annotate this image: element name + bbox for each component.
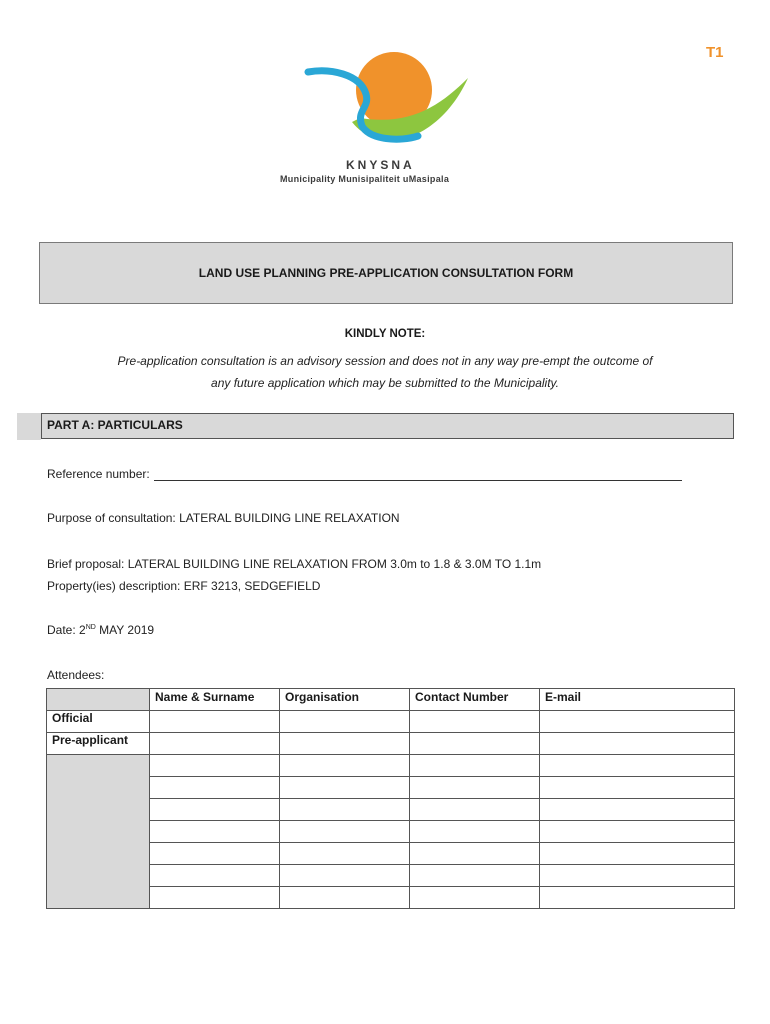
table-cell[interactable] — [150, 777, 280, 799]
blank-label-cell — [47, 755, 150, 909]
table-cell[interactable] — [150, 821, 280, 843]
consultation-date — [47, 623, 154, 637]
note-line-1: Pre-application consultation is an advisory session and does not in any way pre-empt the outcome of — [117, 354, 653, 368]
column-organisation: Organisation — [280, 689, 410, 711]
date-suffix: MAY 2019 — [95, 623, 155, 637]
table-cell[interactable] — [150, 711, 280, 733]
table-cell[interactable] — [540, 777, 735, 799]
table-cell[interactable] — [410, 777, 540, 799]
section-marker — [17, 413, 41, 440]
table-cell[interactable] — [540, 755, 735, 777]
column-contact-number: Contact Number — [410, 689, 540, 711]
form-code: T1 — [706, 44, 724, 61]
table-cell[interactable] — [410, 711, 540, 733]
table-cell[interactable] — [540, 799, 735, 821]
table-header-blank — [47, 689, 150, 711]
form-title-box — [39, 242, 733, 304]
table-row — [47, 799, 735, 821]
reference-number-field[interactable] — [154, 468, 682, 481]
property-description: Property(ies) description: ERF 3213, SEDGEFIELD — [47, 579, 321, 593]
table-row — [47, 887, 735, 909]
table-cell[interactable] — [150, 865, 280, 887]
table-cell[interactable] — [280, 711, 410, 733]
table-cell[interactable] — [410, 843, 540, 865]
table-row — [47, 755, 735, 777]
table-row — [47, 843, 735, 865]
table-row-pre-applicant — [47, 733, 735, 755]
table-cell[interactable] — [280, 733, 410, 755]
note-line-2: any future application which may be submitted to the Municipality. — [211, 376, 559, 390]
table-cell[interactable] — [280, 887, 410, 909]
table-cell[interactable] — [540, 733, 735, 755]
table-cell[interactable] — [150, 799, 280, 821]
purpose-of-consultation: Purpose of consultation: LATERAL BUILDING LINE RELAXATION — [47, 511, 400, 525]
table-row-official — [47, 711, 735, 733]
kindly-note-heading: KINDLY NOTE: — [344, 328, 426, 340]
table-cell[interactable] — [150, 755, 280, 777]
date-prefix: Date: 2 — [47, 623, 86, 637]
table-row — [47, 865, 735, 887]
row-label-pre-applicant: Pre-applicant — [47, 733, 150, 755]
column-name-surname: Name & Surname — [150, 689, 280, 711]
table-cell[interactable] — [410, 865, 540, 887]
table-cell[interactable] — [280, 843, 410, 865]
table-row — [47, 777, 735, 799]
reference-label: Reference number: — [47, 467, 150, 481]
table-cell[interactable] — [280, 777, 410, 799]
table-cell[interactable] — [280, 821, 410, 843]
table-cell[interactable] — [150, 733, 280, 755]
logo-subtitle: Municipality Munisipaliteit uMasipala — [280, 174, 450, 184]
advisory-note — [40, 350, 730, 394]
table-cell[interactable] — [540, 821, 735, 843]
reference-number-row — [47, 467, 682, 481]
part-a-heading: PART A: PARTICULARS — [41, 413, 734, 439]
table-cell[interactable] — [540, 843, 735, 865]
brief-proposal: Brief proposal: LATERAL BUILDING LINE RELAXATION FROM 3.0m to 1.8 & 3.0M TO 1.1m — [47, 557, 542, 571]
knysna-logo — [300, 48, 480, 148]
table-cell[interactable] — [540, 865, 735, 887]
logo-wordmark: KNYSNA — [346, 158, 415, 172]
attendees-label: Attendees: — [47, 668, 105, 682]
table-cell[interactable] — [410, 755, 540, 777]
table-row — [47, 821, 735, 843]
table-cell[interactable] — [410, 799, 540, 821]
form-title: LAND USE PLANNING PRE-APPLICATION CONSULTATION FORM — [198, 266, 574, 280]
table-cell[interactable] — [150, 843, 280, 865]
table-cell[interactable] — [410, 887, 540, 909]
table-cell[interactable] — [410, 821, 540, 843]
table-cell[interactable] — [280, 799, 410, 821]
table-cell[interactable] — [280, 865, 410, 887]
column-email: E-mail — [540, 689, 735, 711]
date-ordinal: ND — [85, 624, 96, 631]
attendees-table — [46, 688, 735, 909]
table-cell[interactable] — [280, 755, 410, 777]
table-cell[interactable] — [410, 733, 540, 755]
row-label-official: Official — [47, 711, 150, 733]
table-cell[interactable] — [150, 887, 280, 909]
table-cell[interactable] — [540, 887, 735, 909]
table-header-row — [47, 689, 735, 711]
table-cell[interactable] — [540, 711, 735, 733]
